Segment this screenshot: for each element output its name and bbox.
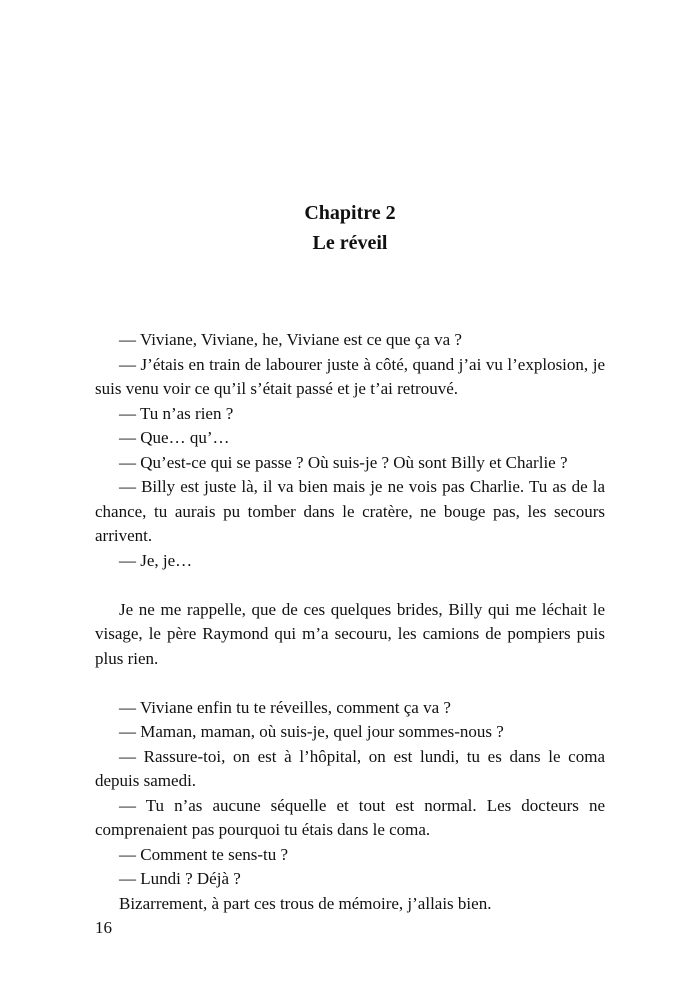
dialogue-line: — Lundi ? Déjà ? [119, 869, 241, 888]
dialogue-line: — Tu n’as rien ? [119, 403, 234, 423]
page-number: 16 [95, 918, 112, 937]
dialogue-line: — Que… qu’… [119, 428, 230, 447]
narration-paragraph: Je ne me rappelle, que de ces quelques brides, Billy qui me léchait le visage, le père Raymond qui m’a secouru, les camions de pompiers puis plus rien. [95, 599, 605, 668]
dialogue-line: — Tu n’as aucune séquelle et tout est normal. Les docteurs ne comprenaient pas pourquoi tu étais dans le coma. [95, 795, 605, 839]
section-break [95, 573, 605, 598]
dialogue-line: — Viviane enfin tu te réveilles, comment ça va ? [119, 697, 451, 717]
dialogue-line: — Je, je… [119, 550, 193, 570]
chapter-heading [0, 198, 700, 258]
chapter-body [95, 328, 605, 916]
narration-paragraph: Bizarrement, à part ces trous de mémoire, j’allais bien. [119, 893, 492, 913]
section-break [95, 671, 605, 696]
dialogue-line: — Viviane, Viviane, he, Viviane est ce que ça va ? [119, 330, 462, 349]
chapter-number: Chapitre 2 [304, 202, 396, 224]
dialogue-line: — Maman, maman, où suis-je, quel jour sommes-nous ? [119, 722, 504, 741]
dialogue-line: — Qu’est-ce qui se passe ? Où suis-je ? Où sont Billy et Charlie ? [119, 452, 568, 472]
dialogue-line: — Billy est juste là, il va bien mais je ne vois pas Charlie. Tu as de la chance, tu aurais pu tomber dans le cratère, ne bouge pas, les secours arrivent. [95, 477, 605, 545]
dialogue-line: — Comment te sens-tu ? [119, 844, 289, 864]
chapter-title: Le réveil [312, 232, 388, 254]
dialogue-line: — J’étais en train de labourer juste à côté, quand j’ai vu l’explosion, je suis venu voir ce qu’il s’était passé et je t’ai retrouvé. [95, 354, 605, 398]
dialogue-line: — Rassure-toi, on est à l’hôpital, on est lundi, tu es dans le coma depuis samedi. [95, 746, 605, 790]
